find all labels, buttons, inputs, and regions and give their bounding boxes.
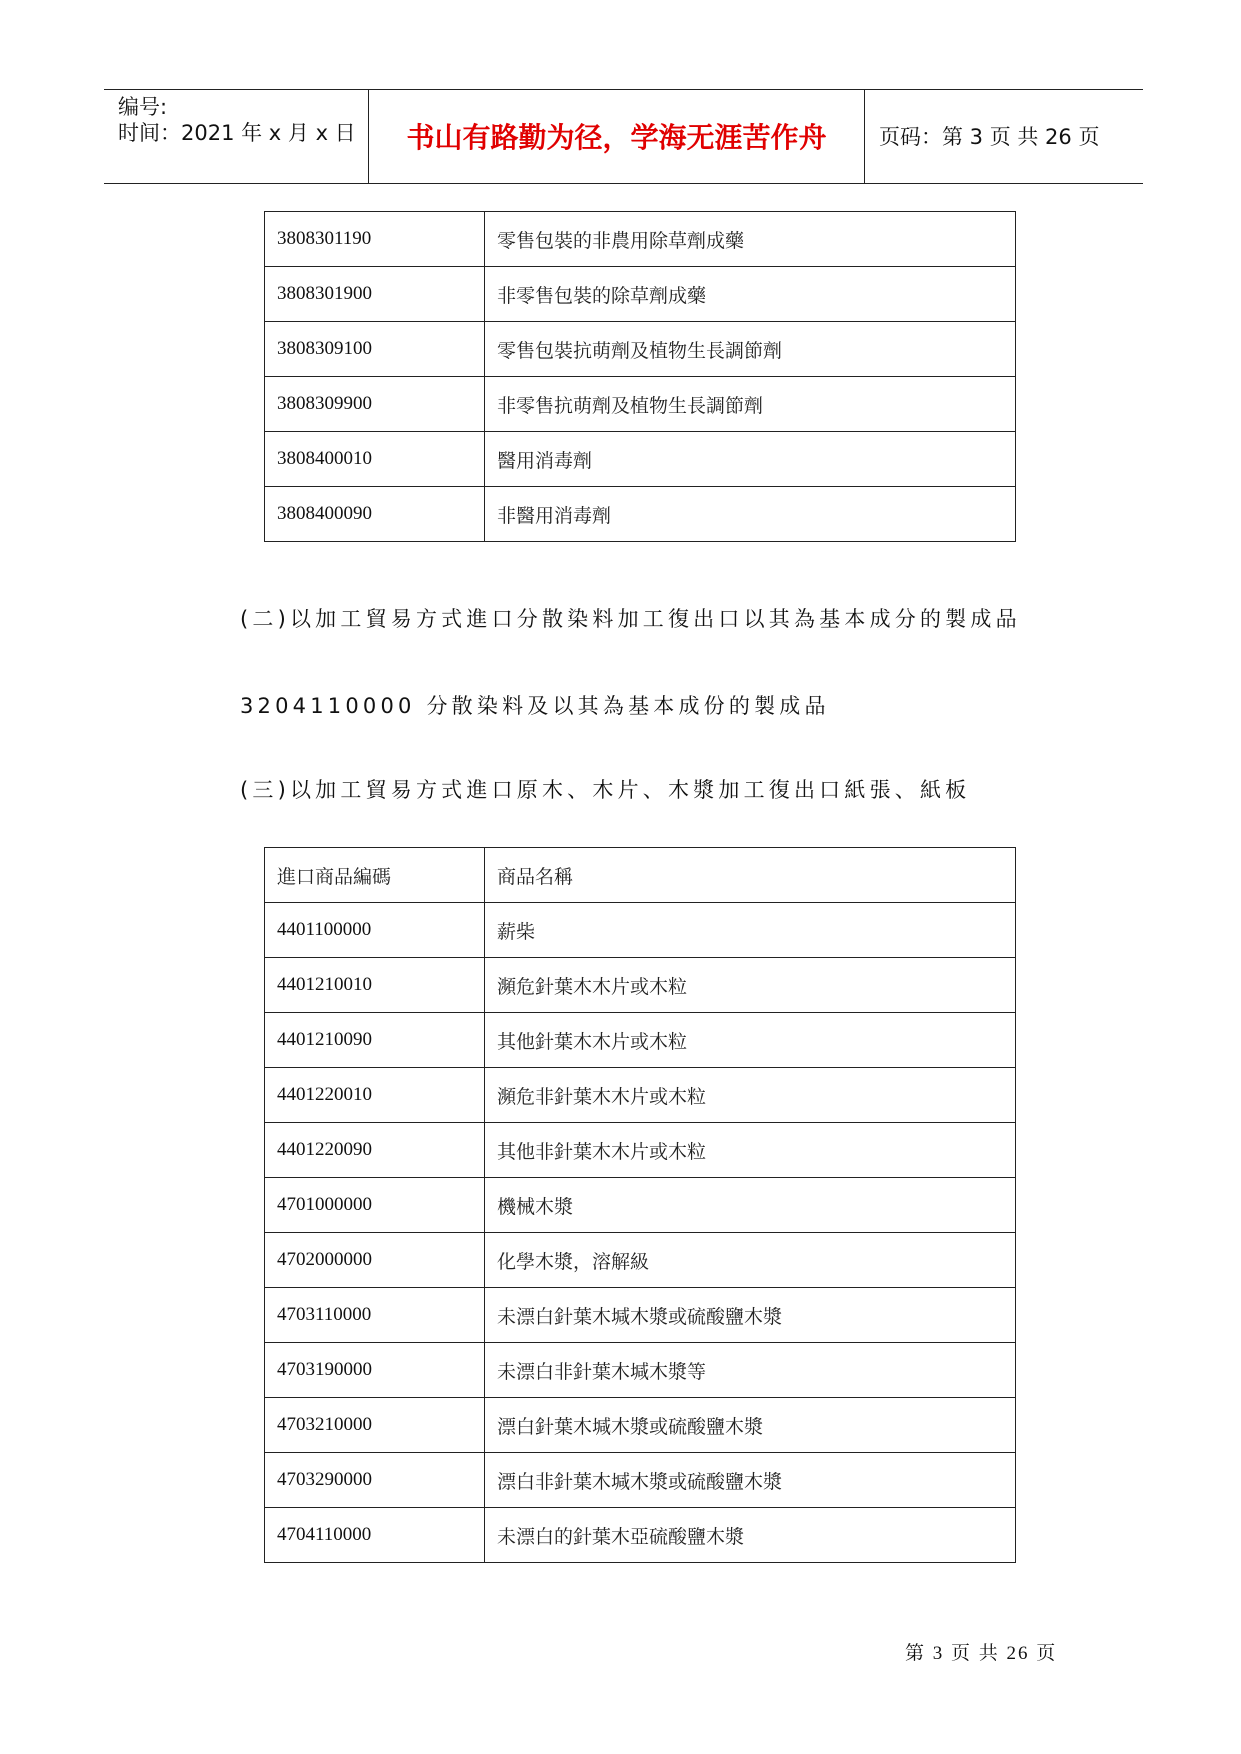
table-row [265, 322, 1016, 377]
commodity-code: 4703190000 [265, 1343, 485, 1398]
commodity-code: 4401220010 [265, 1068, 485, 1123]
header-motto: 书山有路勤为径，学海无涯苦作舟 [369, 90, 865, 183]
table-row [265, 267, 1016, 322]
commodity-name: 化學木漿，溶解級 [485, 1233, 1016, 1288]
section-two-heading: (二)以加工貿易方式進口分散染料加工復出口以其為基本成分的製成品 [240, 607, 1021, 631]
commodity-code: 4704110000 [265, 1508, 485, 1563]
commodity-name: 未漂白的針葉木亞硫酸鹽木漿 [485, 1508, 1016, 1563]
section-three-heading: (三)以加工貿易方式進口原木、木片、木漿加工復出口紙張、紙板 [240, 778, 971, 802]
column-header-name: 商品名稱 [485, 848, 1016, 903]
commodity-name: 瀕危針葉木木片或木粒 [485, 958, 1016, 1013]
commodity-code: 4703110000 [265, 1288, 485, 1343]
commodity-code: 3808400090 [265, 487, 485, 542]
commodity-code: 3808301900 [265, 267, 485, 322]
commodity-name: 機械木漿 [485, 1178, 1016, 1233]
doc-number-label: 编号: [118, 95, 168, 119]
commodity-code: 4703210000 [265, 1398, 485, 1453]
commodity-code: 4703290000 [265, 1453, 485, 1508]
commodity-name: 其他非針葉木木片或木粒 [485, 1123, 1016, 1178]
table-row [265, 1123, 1016, 1178]
commodity-code: 4401210090 [265, 1013, 485, 1068]
commodity-code: 4401100000 [265, 903, 485, 958]
table-row [265, 1013, 1016, 1068]
commodity-code: 4401210010 [265, 958, 485, 1013]
table-row [265, 1398, 1016, 1453]
commodity-code: 4701000000 [265, 1178, 485, 1233]
table-header-row [265, 848, 1016, 903]
table-row [265, 958, 1016, 1013]
page-footer: 第 3 页 共 26 页 [905, 1643, 1058, 1664]
table-row [265, 1453, 1016, 1508]
commodity-code: 3808309100 [265, 322, 485, 377]
commodity-name: 非零售抗萌劑及植物生長調節劑 [485, 377, 1016, 432]
table-row [265, 377, 1016, 432]
commodity-name: 未漂白針葉木堿木漿或硫酸鹽木漿 [485, 1288, 1016, 1343]
commodity-code: 4401220090 [265, 1123, 485, 1178]
table-row [265, 903, 1016, 958]
table-row [265, 1233, 1016, 1288]
header-meta [104, 90, 369, 183]
section-two-item: 3204110000 分散染料及以其為基本成份的製成品 [240, 694, 830, 718]
header-page-label: 页码：第 3 页 共 26 页 [879, 125, 1100, 149]
commodity-code: 3808309900 [265, 377, 485, 432]
table-row [265, 1068, 1016, 1123]
doc-time-label: 时间：2021 年 x 月 x 日 [118, 121, 356, 145]
commodity-name: 非零售包裝的除草劑成藥 [485, 267, 1016, 322]
commodity-name: 非醫用消毒劑 [485, 487, 1016, 542]
table-row [265, 1508, 1016, 1563]
commodity-name: 其他針葉木木片或木粒 [485, 1013, 1016, 1068]
commodity-name: 零售包裝抗萌劑及植物生長調節劑 [485, 322, 1016, 377]
commodity-name: 漂白針葉木堿木漿或硫酸鹽木漿 [485, 1398, 1016, 1453]
table-row [265, 1178, 1016, 1233]
table-row [265, 212, 1016, 267]
commodity-name: 零售包裝的非農用除草劑成藥 [485, 212, 1016, 267]
column-header-code: 進口商品編碼 [265, 848, 485, 903]
commodity-table-2 [264, 847, 1016, 1563]
page-header [104, 89, 1143, 184]
commodity-name: 醫用消毒劑 [485, 432, 1016, 487]
commodity-name: 薪柴 [485, 903, 1016, 958]
table-row [265, 1343, 1016, 1398]
commodity-table-1 [264, 211, 1016, 542]
table-row [265, 487, 1016, 542]
commodity-code: 4702000000 [265, 1233, 485, 1288]
commodity-name: 漂白非針葉木堿木漿或硫酸鹽木漿 [485, 1453, 1016, 1508]
commodity-name: 瀕危非針葉木木片或木粒 [485, 1068, 1016, 1123]
table-row [265, 1288, 1016, 1343]
commodity-code: 3808400010 [265, 432, 485, 487]
commodity-name: 未漂白非針葉木堿木漿等 [485, 1343, 1016, 1398]
table-row [265, 432, 1016, 487]
commodity-code: 3808301190 [265, 212, 485, 267]
